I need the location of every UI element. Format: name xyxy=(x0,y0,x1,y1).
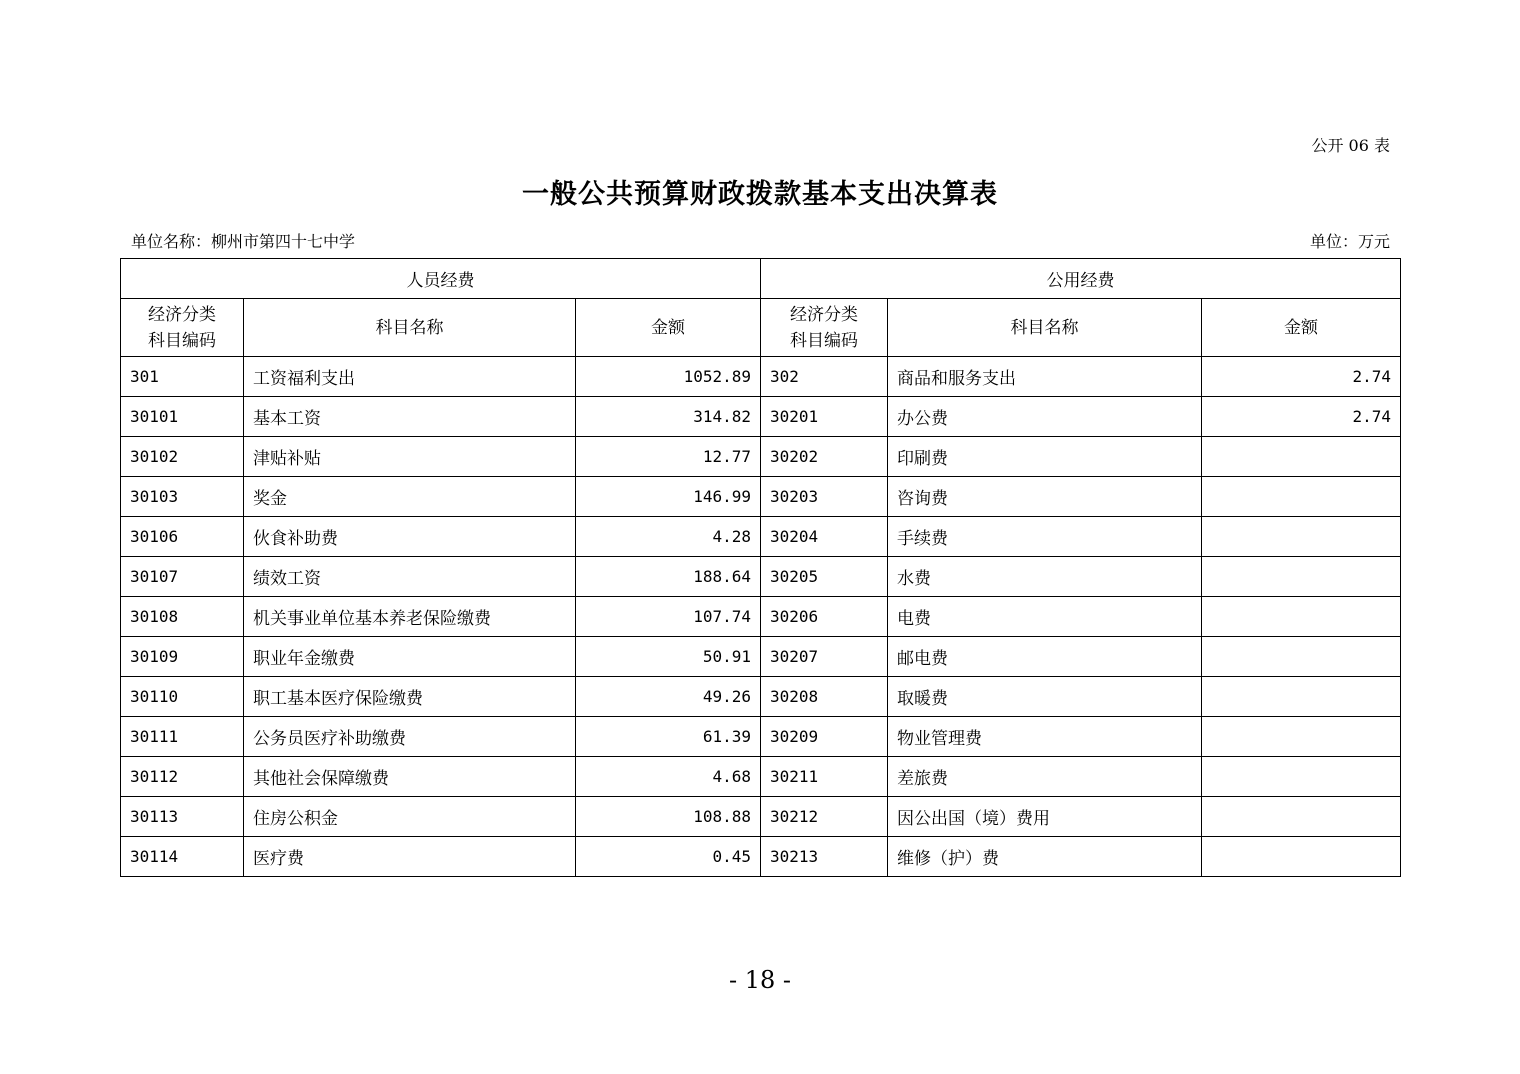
personnel-code-cell: 30101 xyxy=(121,397,244,437)
public-amount-cell xyxy=(1202,477,1401,517)
personnel-code-cell: 30113 xyxy=(121,797,244,837)
public-amount-cell xyxy=(1202,837,1401,877)
table-row xyxy=(121,437,1401,477)
personnel-code-cell: 30109 xyxy=(121,637,244,677)
personnel-amount-cell: 4.28 xyxy=(576,517,761,557)
personnel-code-cell: 30110 xyxy=(121,677,244,717)
personnel-amount-cell: 50.91 xyxy=(576,637,761,677)
code-header-line2: 科目编码 xyxy=(148,330,216,351)
table-row xyxy=(121,757,1401,797)
group-personnel-header: 人员经费 xyxy=(121,259,761,299)
public-name-cell: 取暖费 xyxy=(888,677,1202,717)
public-name-cell: 印刷费 xyxy=(888,437,1202,477)
code-header-line1: 经济分类 xyxy=(790,304,858,325)
personnel-amount-cell: 61.39 xyxy=(576,717,761,757)
personnel-amount-cell: 108.88 xyxy=(576,797,761,837)
personnel-name-cell: 伙食补助费 xyxy=(244,517,576,557)
personnel-name-cell: 机关事业单位基本养老保险缴费 xyxy=(244,597,576,637)
public-code-cell: 30213 xyxy=(761,837,888,877)
public-code-cell: 30207 xyxy=(761,637,888,677)
code-header-line1: 经济分类 xyxy=(148,304,216,325)
table-row xyxy=(121,397,1401,437)
personnel-amount-cell: 49.26 xyxy=(576,677,761,717)
public-name-cell: 维修（护）费 xyxy=(888,837,1202,877)
personnel-amount-cell: 188.64 xyxy=(576,557,761,597)
page-title: 一般公共预算财政拨款基本支出决算表 xyxy=(522,179,998,210)
table-row xyxy=(121,477,1401,517)
public-name-cell: 商品和服务支出 xyxy=(888,357,1202,397)
public-name-cell: 差旅费 xyxy=(888,757,1202,797)
public-code-cell: 30203 xyxy=(761,477,888,517)
public-name-cell: 咨询费 xyxy=(888,477,1202,517)
public-code-cell: 302 xyxy=(761,357,888,397)
personnel-code-cell: 30108 xyxy=(121,597,244,637)
personnel-amount-cell: 4.68 xyxy=(576,757,761,797)
public-amount-cell xyxy=(1202,677,1401,717)
public-amount-cell xyxy=(1202,757,1401,797)
public-amount-cell xyxy=(1202,717,1401,757)
public-amount-header: 金额 xyxy=(1202,299,1401,357)
public-name-cell: 电费 xyxy=(888,597,1202,637)
public-amount-cell xyxy=(1202,557,1401,597)
personnel-name-cell: 绩效工资 xyxy=(244,557,576,597)
personnel-code-cell: 30111 xyxy=(121,717,244,757)
personnel-code-cell: 30106 xyxy=(121,517,244,557)
table-row xyxy=(121,837,1401,877)
personnel-name-cell: 奖金 xyxy=(244,477,576,517)
personnel-name-cell: 职业年金缴费 xyxy=(244,637,576,677)
personnel-name-cell: 基本工资 xyxy=(244,397,576,437)
table-row xyxy=(121,637,1401,677)
public-amount-cell: 2.74 xyxy=(1202,397,1401,437)
table-row xyxy=(121,717,1401,757)
public-name-cell: 办公费 xyxy=(888,397,1202,437)
table-row xyxy=(121,797,1401,837)
public-code-cell: 30202 xyxy=(761,437,888,477)
public-code-cell: 30206 xyxy=(761,597,888,637)
public-amount-cell xyxy=(1202,437,1401,477)
personnel-name-cell: 住房公积金 xyxy=(244,797,576,837)
personnel-amount-cell: 146.99 xyxy=(576,477,761,517)
page-number: - 18 - xyxy=(728,966,791,994)
public-amount-cell xyxy=(1202,637,1401,677)
public-code-cell: 30204 xyxy=(761,517,888,557)
public-code-cell: 30209 xyxy=(761,717,888,757)
table-row xyxy=(121,357,1401,397)
group-header-row xyxy=(121,259,1401,299)
table-row xyxy=(121,557,1401,597)
personnel-amount-cell: 1052.89 xyxy=(576,357,761,397)
public-code-cell: 30208 xyxy=(761,677,888,717)
personnel-amount-header: 金额 xyxy=(576,299,761,357)
column-header-row xyxy=(121,299,1401,357)
personnel-amount-cell: 0.45 xyxy=(576,837,761,877)
public-name-cell: 物业管理费 xyxy=(888,717,1202,757)
public-code-cell: 30211 xyxy=(761,757,888,797)
form-id: 公开 06 表 xyxy=(1311,136,1390,155)
table-body xyxy=(121,357,1401,877)
public-amount-cell xyxy=(1202,517,1401,557)
public-code-cell: 30212 xyxy=(761,797,888,837)
table-row xyxy=(121,677,1401,717)
public-code-cell: 30205 xyxy=(761,557,888,597)
personnel-amount-cell: 12.77 xyxy=(576,437,761,477)
personnel-code-cell: 30103 xyxy=(121,477,244,517)
personnel-name-cell: 其他社会保障缴费 xyxy=(244,757,576,797)
personnel-name-cell: 职工基本医疗保险缴费 xyxy=(244,677,576,717)
table-row xyxy=(121,517,1401,557)
public-amount-cell: 2.74 xyxy=(1202,357,1401,397)
currency-unit: 单位：万元 xyxy=(1309,232,1390,251)
table-row xyxy=(121,597,1401,637)
public-amount-cell xyxy=(1202,597,1401,637)
public-name-cell: 手续费 xyxy=(888,517,1202,557)
personnel-name-cell: 工资福利支出 xyxy=(244,357,576,397)
personnel-code-cell: 30107 xyxy=(121,557,244,597)
personnel-code-cell: 30114 xyxy=(121,837,244,877)
public-code-cell: 30201 xyxy=(761,397,888,437)
personnel-amount-cell: 107.74 xyxy=(576,597,761,637)
public-code-header xyxy=(761,299,888,357)
personnel-name-cell: 津贴补贴 xyxy=(244,437,576,477)
budget-table xyxy=(120,258,1401,877)
personnel-name-cell: 医疗费 xyxy=(244,837,576,877)
personnel-code-cell: 30102 xyxy=(121,437,244,477)
public-name-cell: 邮电费 xyxy=(888,637,1202,677)
public-amount-cell xyxy=(1202,797,1401,837)
personnel-name-cell: 公务员医疗补助缴费 xyxy=(244,717,576,757)
personnel-code-header xyxy=(121,299,244,357)
unit-name: 单位名称：柳州市第四十七中学 xyxy=(131,232,356,251)
public-name-cell: 因公出国（境）费用 xyxy=(888,797,1202,837)
personnel-code-cell: 301 xyxy=(121,357,244,397)
personnel-code-cell: 30112 xyxy=(121,757,244,797)
public-name-header: 科目名称 xyxy=(888,299,1202,357)
personnel-amount-cell: 314.82 xyxy=(576,397,761,437)
group-public-header: 公用经费 xyxy=(761,259,1401,299)
code-header-line2: 科目编码 xyxy=(790,330,858,351)
personnel-name-header: 科目名称 xyxy=(244,299,576,357)
public-name-cell: 水费 xyxy=(888,557,1202,597)
